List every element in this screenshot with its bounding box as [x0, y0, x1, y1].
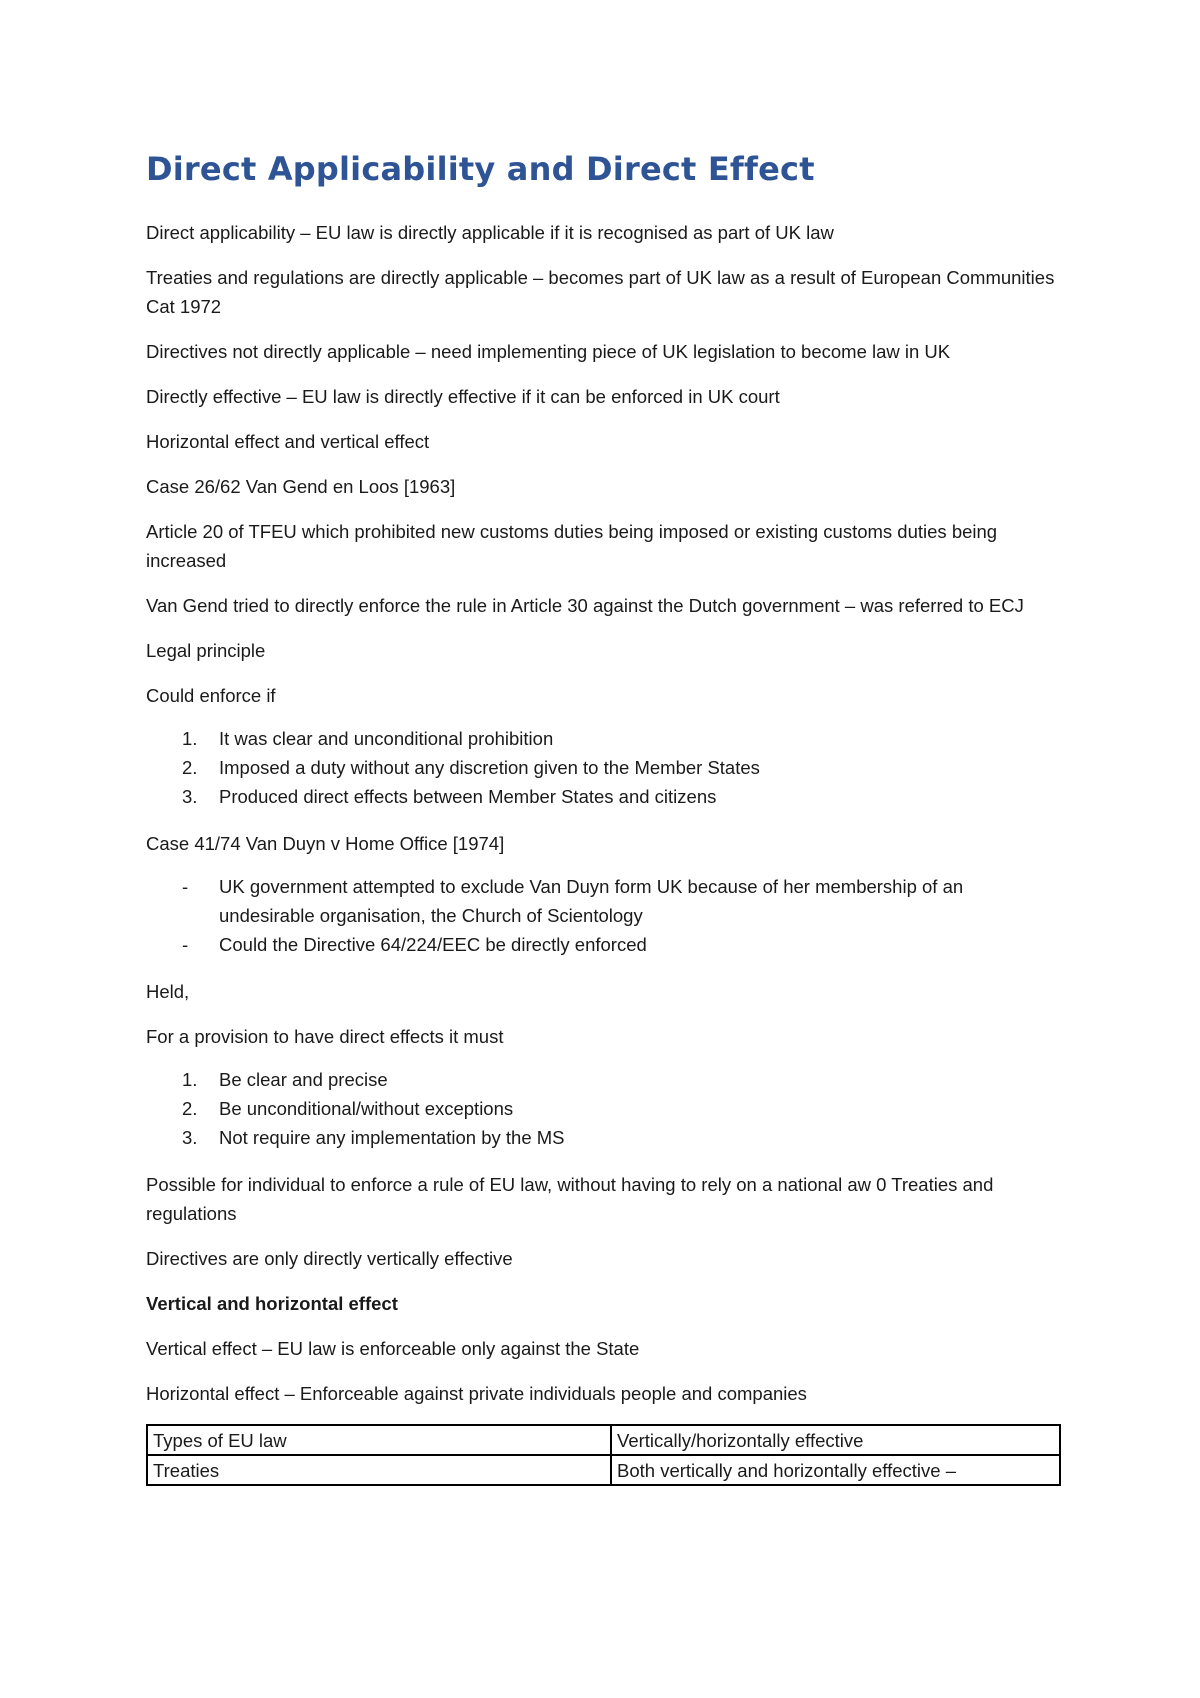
list-item — [146, 930, 1061, 959]
table-header-row — [147, 1425, 1060, 1455]
list-marker: 2. — [182, 757, 198, 779]
list-item-text: Be clear and precise — [219, 1069, 388, 1091]
paragraph-horizontal-effect: Horizontal effect – Enforceable against private individuals people and companies — [146, 1383, 807, 1405]
dash-list-van-duyn — [146, 872, 1061, 959]
list-item — [146, 1065, 1061, 1094]
paragraph-direct-applicability: Direct applicability – EU law is directly applicable if it is recognised as part of UK law — [146, 222, 834, 244]
list-marker: 2. — [182, 1098, 198, 1120]
paragraph-directives: Directives not directly applicable – need implementing piece of UK legislation to become law in UK — [146, 341, 951, 363]
list-marker: 1. — [182, 1069, 198, 1091]
paragraph-horizontal-vertical: Horizontal effect and vertical effect — [146, 431, 430, 453]
list-item — [146, 753, 1061, 782]
list-item-text: UK government attempted to exclude Van Duyn form UK because of her membership of an undesirable organisation, the Church of Scientology — [219, 876, 964, 927]
list-marker: 3. — [182, 786, 198, 808]
paragraph-legal-principle: Legal principle — [146, 640, 266, 662]
paragraph-could-enforce: Could enforce if — [146, 685, 276, 707]
numbered-list-direct-effect-criteria — [146, 1065, 1061, 1152]
paragraph-case-van-gend: Case 26/62 Van Gend en Loos [1963] — [146, 476, 456, 498]
eu-law-effects-table — [146, 1424, 1061, 1486]
list-item — [146, 1094, 1061, 1123]
document-page — [146, 150, 1061, 1486]
paragraph-directives-vertical: Directives are only directly vertically effective — [146, 1248, 513, 1270]
paragraph-treaties-regulations: Treaties and regulations are directly applicable – becomes part of UK law as a result of European Communities Cat 1972 — [146, 267, 1055, 318]
list-item — [146, 724, 1061, 753]
table-header-cell: Types of EU law — [147, 1425, 611, 1455]
list-item — [146, 1123, 1061, 1152]
paragraph-article-20: Article 20 of TFEU which prohibited new customs duties being imposed or existing customs duties being increased — [146, 521, 998, 572]
table-cell: Treaties — [147, 1455, 611, 1485]
paragraph-vertical-effect: Vertical effect – EU law is enforceable only against the State — [146, 1338, 640, 1360]
list-item — [146, 872, 1061, 930]
list-item-text: It was clear and unconditional prohibition — [219, 728, 554, 750]
list-item — [146, 782, 1061, 811]
list-marker: 3. — [182, 1127, 198, 1149]
table-row — [147, 1455, 1060, 1485]
list-item-text: Could the Directive 64/224/EEC be directly enforced — [219, 934, 647, 956]
paragraph-case-van-duyn: Case 41/74 Van Duyn v Home Office [1974] — [146, 833, 505, 855]
list-marker: 1. — [182, 728, 198, 750]
numbered-list-enforce-conditions — [146, 724, 1061, 811]
list-marker: - — [182, 876, 189, 898]
list-item-text: Imposed a duty without any discretion given to the Member States — [219, 757, 760, 779]
list-item-text: Be unconditional/without exceptions — [219, 1098, 514, 1120]
paragraph-possible-for-individual: Possible for individual to enforce a rule of EU law, without having to rely on a national aw 0 Treaties and regulations — [146, 1174, 994, 1225]
page-title: Direct Applicability and Direct Effect — [146, 150, 815, 188]
paragraph-van-gend-enforce: Van Gend tried to directly enforce the rule in Article 30 against the Dutch government – was referred to ECJ — [146, 595, 1024, 617]
list-item-text: Produced direct effects between Member States and citizens — [219, 786, 717, 808]
paragraph-directly-effective: Directly effective – EU law is directly effective if it can be enforced in UK court — [146, 386, 780, 408]
section-heading-vertical-horizontal: Vertical and horizontal effect — [146, 1293, 398, 1315]
paragraph-held: Held, — [146, 981, 190, 1003]
table-cell: Both vertically and horizontally effective – — [611, 1455, 1060, 1485]
list-item-text: Not require any implementation by the MS — [219, 1127, 565, 1149]
list-marker: - — [182, 934, 189, 956]
paragraph-provision-direct-effects: For a provision to have direct effects it must — [146, 1026, 504, 1048]
table-header-cell: Vertically/horizontally effective — [611, 1425, 1060, 1455]
